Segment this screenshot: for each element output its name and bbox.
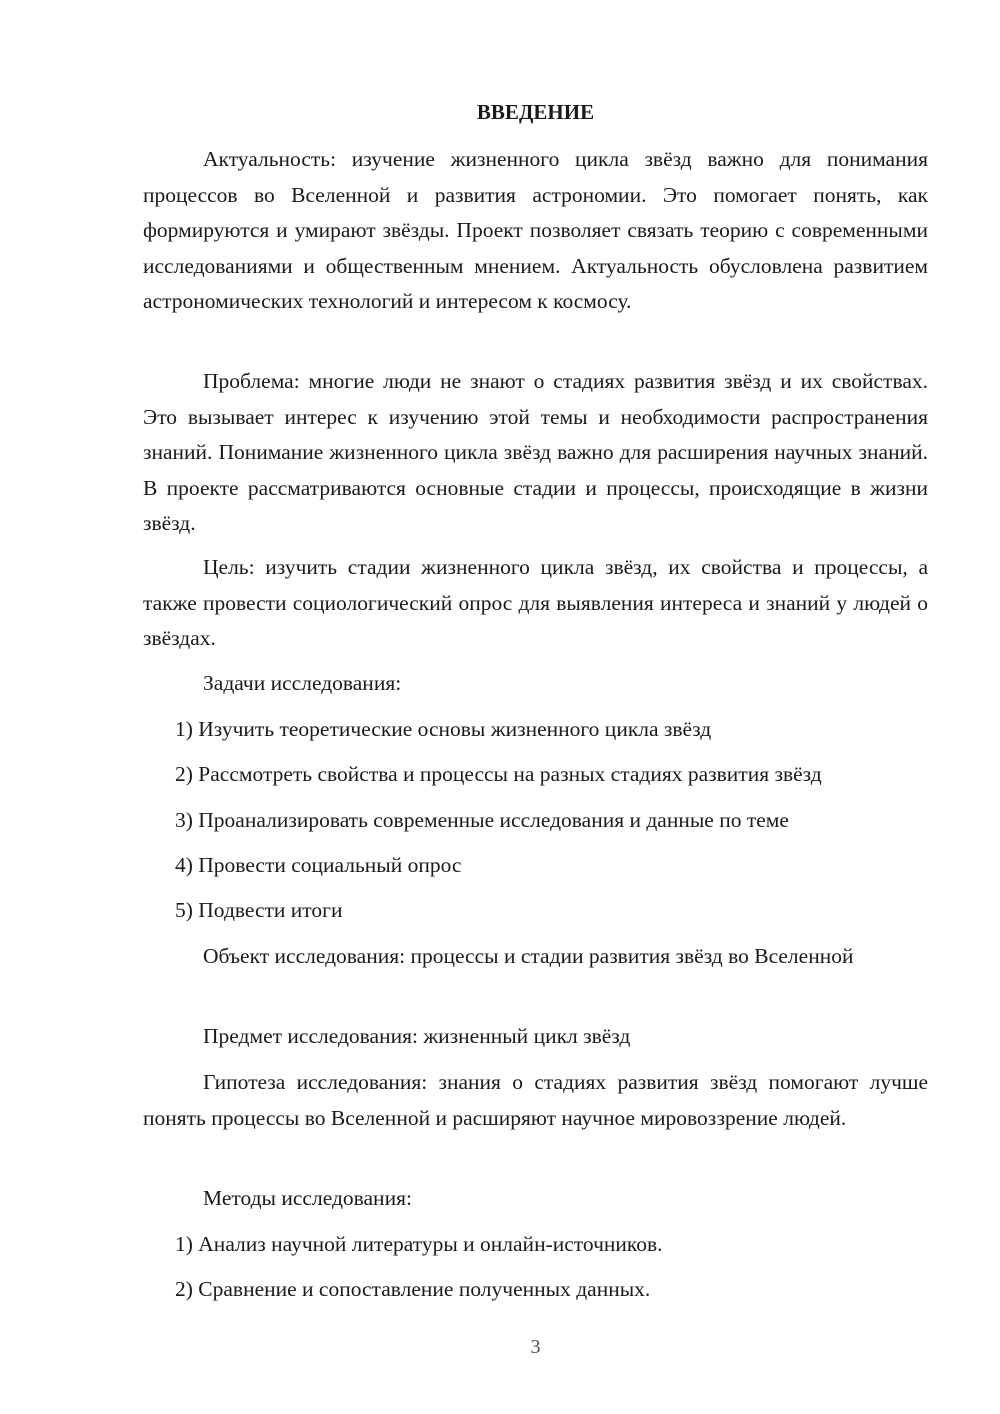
goal-paragraph: Цель: изучить стадии жизненного цикла звёзд, их свойства и процессы, а также провести социологический опрос для выявления интереса и знаний у людей о звёздах.	[143, 555, 928, 650]
task-item-2: 2) Рассмотреть свойства и процессы на разных стадиях развития звёзд	[175, 762, 822, 786]
problem-paragraph: Проблема: многие люди не знают о стадиях развития звёзд и их свойствах. Это вызывает интерес к изучению этой темы и необходимости распространения знаний. Понимание жизненного цикла звёзд важно для расширения научных знаний. В проекте рассматриваются основные стадии и процессы, происходящие в жизни звёзд.	[143, 369, 928, 535]
method-item-2: 2) Сравнение и сопоставление полученных данных.	[175, 1277, 651, 1301]
section-title: ВВЕДЕНИЕ	[476, 100, 595, 124]
task-item-4: 4) Провести социальный опрос	[175, 853, 462, 877]
tasks-heading: Задачи исследования:	[203, 671, 402, 695]
task-item-1: 1) Изучить теоретические основы жизненного цикла звёзд	[175, 717, 712, 741]
page-number: 3	[530, 1336, 541, 1358]
methods-heading: Методы исследования:	[203, 1186, 412, 1210]
subject-paragraph: Предмет исследования: жизненный цикл звёзд	[203, 1024, 631, 1048]
relevance-paragraph: Актуальность: изучение жизненного цикла звёзд важно для понимания процессов во Вселенной и развития астрономии. Это помогает понять, как формируются и умирают звёзды. Проект позволяет связать теорию с современными исследованиями и общественным мнением. Актуальность обусловлена развитием астрономических технологий и интересом к космосу.	[143, 147, 928, 313]
hypothesis-paragraph: Гипотеза исследования: знания о стадиях развития звёзд помогают лучше понять процессы во Вселенной и расширяют научное мировоззрение людей.	[143, 1070, 928, 1130]
task-item-3: 3) Проанализировать современные исследования и данные по теме	[175, 808, 789, 832]
method-item-1: 1) Анализ научной литературы и онлайн-источников.	[175, 1232, 663, 1256]
object-paragraph: Объект исследования: процессы и стадии развития звёзд во Вселенной	[203, 944, 854, 968]
task-item-5: 5) Подвести итоги	[175, 898, 343, 922]
